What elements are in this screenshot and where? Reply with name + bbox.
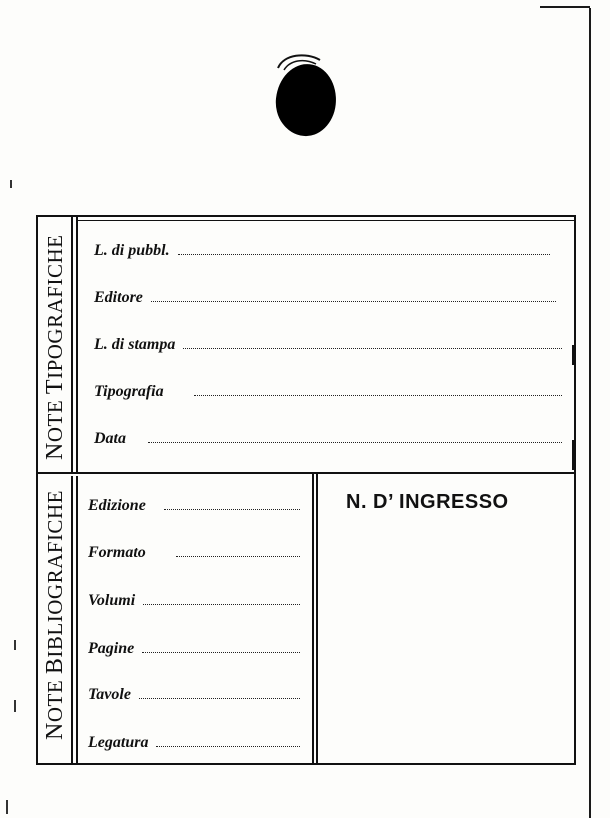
field-label: L. di pubbl. xyxy=(94,242,170,259)
field-editore xyxy=(94,289,556,307)
right-tick xyxy=(572,345,574,365)
field-label: Legatura xyxy=(88,734,149,751)
label-column-divider xyxy=(71,476,73,763)
fill-line xyxy=(143,603,300,605)
section-separator xyxy=(38,472,574,474)
card-top-edge xyxy=(540,6,590,8)
field-label: Formato xyxy=(88,544,146,561)
field-tipografia xyxy=(94,383,562,401)
field-label: Volumi xyxy=(88,592,136,609)
fill-line xyxy=(156,745,300,747)
scan-speck xyxy=(10,180,12,188)
fill-line xyxy=(151,300,556,302)
field-formato xyxy=(88,544,300,562)
scan-speck xyxy=(14,640,16,650)
field-label: L. di stampa xyxy=(94,336,176,353)
field-label: Data xyxy=(94,430,126,447)
field-luogo-stampa xyxy=(94,336,562,354)
field-label: Tavole xyxy=(88,686,131,703)
field-label: Edizione xyxy=(88,497,146,514)
ingresso-number-label: N. D’ INGRESSO xyxy=(346,491,509,513)
section-label-tipografiche: NOTE TIPOGRAFICHE xyxy=(42,234,68,460)
right-tick xyxy=(572,440,574,470)
label-column-divider xyxy=(76,476,78,763)
fill-line xyxy=(139,697,300,699)
field-label: Tipografia xyxy=(94,383,164,400)
fill-line xyxy=(164,508,300,510)
ingresso-divider xyxy=(316,474,318,763)
scan-speck xyxy=(14,700,16,712)
field-data xyxy=(94,430,562,448)
card-right-edge xyxy=(589,8,591,818)
field-luogo-pubblicazione xyxy=(94,242,550,260)
label-column-divider xyxy=(76,217,78,473)
field-label: Pagine xyxy=(88,640,135,657)
field-legatura xyxy=(88,734,300,752)
ingresso-divider xyxy=(312,474,314,763)
fill-line xyxy=(148,441,562,443)
fill-line xyxy=(183,347,562,349)
field-tavole xyxy=(88,686,300,704)
scan-speck xyxy=(6,800,8,814)
fill-line xyxy=(176,555,300,557)
section-label-bibliografiche: NOTE BIBLIOGRAFICHE xyxy=(42,490,68,740)
top-rule xyxy=(76,220,574,221)
fill-line xyxy=(142,651,300,653)
field-volumi xyxy=(88,592,300,610)
label-column-divider xyxy=(71,217,73,473)
field-pagine xyxy=(88,640,300,658)
fill-line xyxy=(178,253,550,255)
field-label: Editore xyxy=(94,289,143,306)
fill-line xyxy=(194,394,562,396)
field-edizione xyxy=(88,497,300,515)
